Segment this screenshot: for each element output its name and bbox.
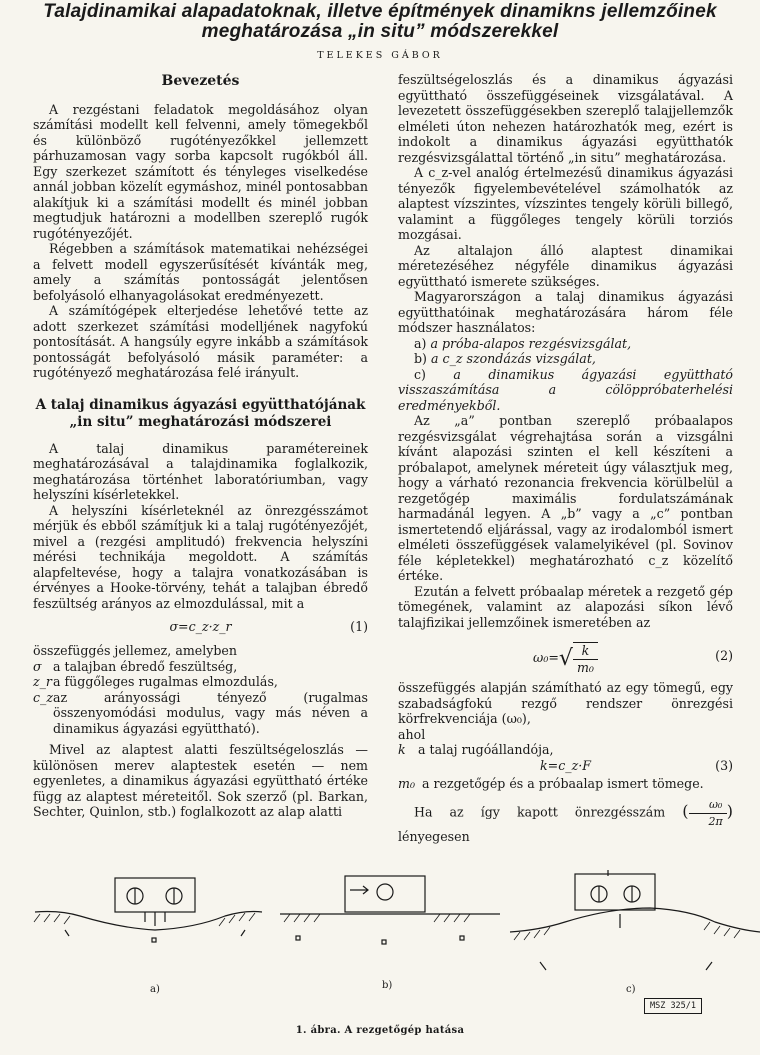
figure-label-c: c) bbox=[626, 984, 636, 995]
figure-label-a: a) bbox=[150, 984, 160, 995]
paragraph: feszültségeloszlás és a dinamikus ágyazási együttható összefüggéseinek vizsgálatával. A levezetett összefüggésekben szereplő talajjellemzők elméleti úton nehezen határozhatók meg, ezért is indokolt a dinamikus ágyazási együtthatók rezgésvizsgálattal történő „in situ” meghatározása. bbox=[398, 72, 733, 165]
ground-line-a bbox=[35, 912, 262, 931]
list-item bbox=[398, 367, 733, 414]
list-text: a c_z szondázás vizsgálat, bbox=[431, 351, 596, 366]
heading-line: „in situ” meghatározási módszerei bbox=[69, 413, 332, 430]
rotor-icon-b bbox=[377, 884, 393, 900]
equation-number: (3) bbox=[715, 757, 733, 773]
vibrator-box-b bbox=[345, 876, 425, 912]
fraction-numerator: k bbox=[573, 643, 598, 660]
paragraph: A helyszíni kísérleteknél az önrezgésszámot mérjük és ebből számítjuk ki a talaj rugótényezőjét, mivel a (rezgési amplitudó) frekvencia helyszíni mérési technikája megoldott. A számítás alapfeltevése, hogy a talajra vonatkozásában is érvényes a Hooke-törvény, tehát a talajban ébredő feszültség arányos az elmozdulással, mit a bbox=[33, 502, 368, 611]
reaction-arrow-a-left bbox=[65, 930, 69, 936]
definition-text: a rezgetőgép és a próbaalap ismert tömege. bbox=[422, 775, 704, 791]
figure-label-b: b) bbox=[382, 980, 393, 991]
figure-caption: 1. ábra. A rezgetőgép hatása bbox=[295, 1025, 465, 1036]
list-item bbox=[398, 351, 733, 367]
equation-number: (1) bbox=[350, 619, 368, 634]
equation-fraction bbox=[573, 642, 598, 675]
definition-symbol: m₀ bbox=[398, 775, 415, 791]
section-heading-methods bbox=[33, 397, 368, 431]
article-title bbox=[0, 2, 760, 42]
list-label: c) bbox=[414, 366, 426, 382]
fraction-denominator: 2π bbox=[708, 814, 723, 828]
definition-text: a talaj rugóállandója, bbox=[418, 742, 554, 757]
list-label: a) bbox=[414, 335, 427, 351]
list-text: a dinamikus ágyazási együttható visszaszámítása a cölöppróbaterhelési eredményekből. bbox=[398, 366, 733, 413]
paragraph: összefüggés alapján számítható az egy tömegű, egy szabadságfokú rezgő rendszer önrezgési körfrekvenciája (ω₀), bbox=[398, 680, 733, 726]
force-arrows-a bbox=[145, 912, 165, 926]
paragraph: Mivel az alaptest alatti feszültségeloszlás — különösen merev alaptestek esetén — nem egyenletes, a dinamikus ágyazási együttható értéke függ az alaptest méreteitől. Sok szerző (pl. Barkan, Sechter, Quinlon, stb.) foglalkozott az alap alatti bbox=[33, 742, 368, 819]
definition-item bbox=[398, 776, 733, 792]
definition-symbol: z_r bbox=[33, 674, 52, 689]
equation-1 bbox=[33, 617, 368, 639]
definition-symbol: c_z bbox=[33, 689, 53, 705]
ground-line-c bbox=[510, 908, 760, 932]
left-column bbox=[33, 72, 368, 820]
text-fragment: Ha az így kapott önrezgésszám bbox=[414, 804, 666, 820]
equation-2 bbox=[398, 636, 733, 676]
reaction-arrow-c-left bbox=[540, 962, 546, 970]
definition-item bbox=[33, 690, 368, 737]
paragraph: A c_z-vel analóg értelmezésű dinamikus ágyazási tényezők figyelembevételével számolhatók az alaptest vízszintes, vízszintes tengely körüli billegő, valamint a függőleges tengely körüli torziós mozgásai. bbox=[398, 165, 733, 242]
list-item bbox=[398, 336, 733, 352]
equation-expression: σ=c_z·z_r bbox=[169, 619, 232, 634]
list-label: b) bbox=[414, 351, 427, 366]
paragraph: ahol bbox=[398, 726, 426, 742]
paragraph: összefüggés jellemez, amelyben bbox=[33, 643, 237, 658]
equation-expression: k=c_z·F bbox=[540, 757, 591, 773]
equation-expression: ω₀=√ $\frac{k}{\text{m₀}}$ bbox=[398, 642, 733, 675]
vibrator-box-c bbox=[575, 874, 655, 910]
equation-lhs: ω₀= bbox=[533, 650, 559, 665]
reaction-arrow-a-right bbox=[241, 930, 245, 936]
inline-fraction bbox=[689, 797, 727, 829]
definition-item bbox=[398, 742, 733, 758]
text-fragment: lényegesen bbox=[398, 829, 470, 844]
paragraph: A talaj dinamikus paramétereinek meghatározásával a talajdinamika foglalkozik, meghatározása történhet laboratóriumban, vagy helyszíni kísérletekkel. bbox=[33, 440, 368, 502]
paragraph: A rezgéstani feladatok megoldásához olyan számítási modellt kell felvenni, amely tömegekből és különböző rugótényezőkkel jellemzett párhuzamosan vagy sorba kapcsolt rugókból áll. Egy szerkezet számított és tényleges viselkedése annál jobban közelít egymáshoz, minél pontosabban alakítjuk ki a számítási modellt és minél jobban megtudjuk határozni a modellben szereplő rugók rugótényezőjét. bbox=[33, 101, 368, 241]
definition-symbol: k bbox=[398, 742, 406, 757]
standard-code-box: MSZ 325/1 bbox=[644, 998, 702, 1014]
section-heading-introduction: Bevezetés bbox=[161, 73, 240, 89]
paragraph: Az altalajon álló alaptest dinamikai méretezéséhez négyféle dinamikus ágyazási együttható ismerete szükséges. bbox=[398, 242, 733, 289]
definition-item bbox=[33, 659, 368, 675]
paragraph: Az „a” pontban szereplő próbaalapos rezgésvizsgálat végrehajtása során a vizsgálni kívánt alapozási szinten el kell készíteni a próbalapot, amelynek méreteit úgy választjuk meg, hogy a várható rezonancia frekvencia körülbelül a rezgetőgép maximális fordulatszámának harmadánál legyen. A „b” vagy a „c” pontban ismertetendő eljárással, vagy az irodalomból ismert elméleti összefüggések valamelyikével (pl. Sovinov féle képletekkel) meghatározható c_z közelítő értéke. bbox=[398, 413, 733, 583]
paragraph: Magyarországon a talaj dinamikus ágyazási együtthatóinak meghatározására három féle módszer használatos: bbox=[398, 289, 733, 335]
equation-3 bbox=[398, 758, 733, 776]
reaction-arrow-c-right bbox=[706, 962, 712, 970]
ground-hatch-b bbox=[284, 914, 470, 922]
definition-item bbox=[33, 674, 368, 690]
paragraph: Régebben a számítások matematikai nehézségei a felvett modell egyszerűsítését kívánták meg, amely a számítás pontosságát jelentősen befolyásoló elhanyagolásokat eredményezett. bbox=[33, 241, 368, 303]
paragraph: A számítógépek elterjedése lehetővé tette az adott szerkezet számítási modelljének nagyfokú pontosítását. A hangsúly egyre inkább a számítások pontosságát befolyásoló másik paraméter: a rugótényező meghatározása felé irányult. bbox=[33, 303, 368, 380]
definition-text: a függőleges rugalmas elmozdulás, bbox=[53, 674, 278, 689]
definition-text: a talajban ébredő feszültség, bbox=[53, 658, 238, 674]
fraction-numerator: ω₀ bbox=[689, 797, 727, 814]
title-line-2: meghatározása „in situ” módszerekkel bbox=[201, 21, 559, 42]
paragraph: Ha az így kapott önrezgésszám ( $\frac{\text{ω₀}}{2\pi}$ ) lényegesen bbox=[398, 798, 733, 844]
definition-symbol: σ bbox=[33, 658, 42, 674]
fraction-denominator: m₀ bbox=[576, 659, 594, 675]
right-column bbox=[398, 72, 733, 845]
horizontal-force-arrow bbox=[350, 886, 368, 894]
definition-text: az arányossági tényező (rugalmas összenyomódási modulus, vagy más néven a dinamikus ágyazási együttható). bbox=[53, 689, 368, 736]
heading-line: A talaj dinamikus ágyazási együtthatójának bbox=[35, 396, 366, 413]
list-text: a próba-alapos rezgésvizsgálat, bbox=[430, 335, 632, 351]
author: TELEKES GÁBOR bbox=[317, 50, 443, 61]
ground-hatch-c bbox=[514, 922, 740, 940]
equation-number: (2) bbox=[715, 648, 733, 663]
title-line-1: Talajdinamikai alapadatoknak, illetve építmények dinamikns jellemzőinek bbox=[43, 1, 717, 22]
paragraph: Ezután a felvett próbaalap méretek a rezgető gép tömegének, valamint az alapozási síkon lévő talajfizikai jellemzőinek ismeretében az bbox=[398, 583, 733, 630]
